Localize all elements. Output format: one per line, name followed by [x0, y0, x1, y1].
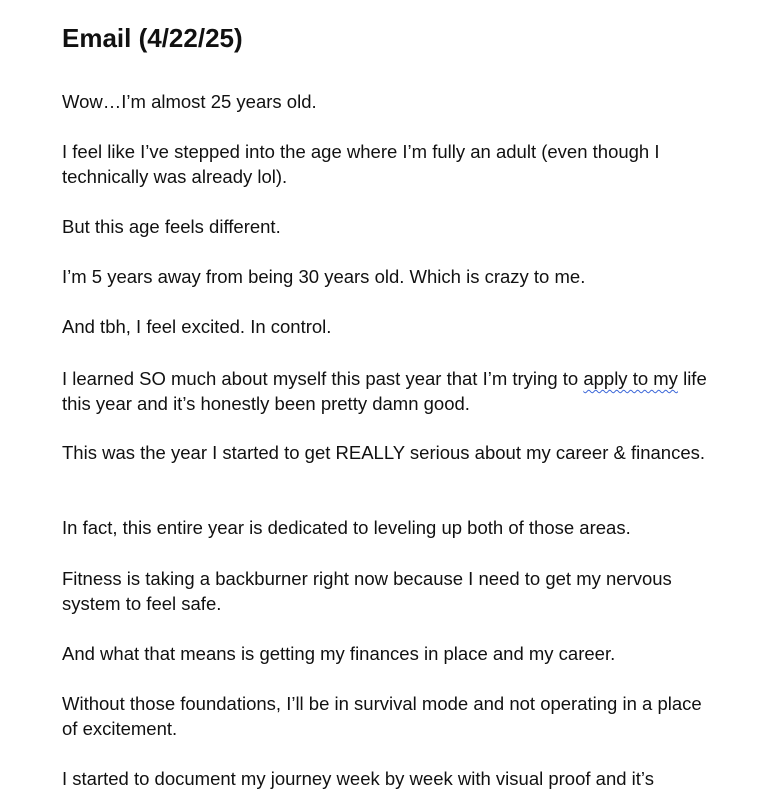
- paragraph-5: And tbh, I feel excited. In control.: [62, 316, 332, 337]
- document-title: Email (4/22/25): [62, 23, 243, 53]
- paragraph-9: Fitness is taking a backburner right now because I need to get my nervous system to feel safe.: [62, 568, 672, 614]
- paragraph-1: Wow…I’m almost 25 years old.: [62, 91, 317, 112]
- paragraph-8: In fact, this entire year is dedicated to leveling up both of those areas.: [62, 517, 631, 538]
- spellcheck-flagged-text[interactable]: apply to my: [583, 368, 678, 389]
- paragraph-3: But this age feels different.: [62, 216, 281, 237]
- paragraph-4: I’m 5 years away from being 30 years old. Which is crazy to me.: [62, 266, 586, 287]
- paragraph-6-text-end: life this year and it’s honestly been pretty damn good.: [62, 368, 707, 414]
- paragraph-10: And what that means is getting my finances in place and my career.: [62, 643, 616, 664]
- paragraph-6: [62, 366, 712, 416]
- paragraph-6-text-start: I learned SO much about myself this past year that I’m trying to: [62, 368, 579, 389]
- paragraph-12: I started to document my journey week by week with visual proof and it’s: [62, 768, 654, 789]
- paragraph-7: This was the year I started to get REALLY serious about my career & finances.: [62, 442, 706, 463]
- paragraph-2: I feel like I’ve stepped into the age where I’m fully an adult (even though I technically was already lol).: [62, 141, 660, 187]
- paragraph-11: Without those foundations, I’ll be in survival mode and not operating in a place of excitement.: [62, 693, 702, 739]
